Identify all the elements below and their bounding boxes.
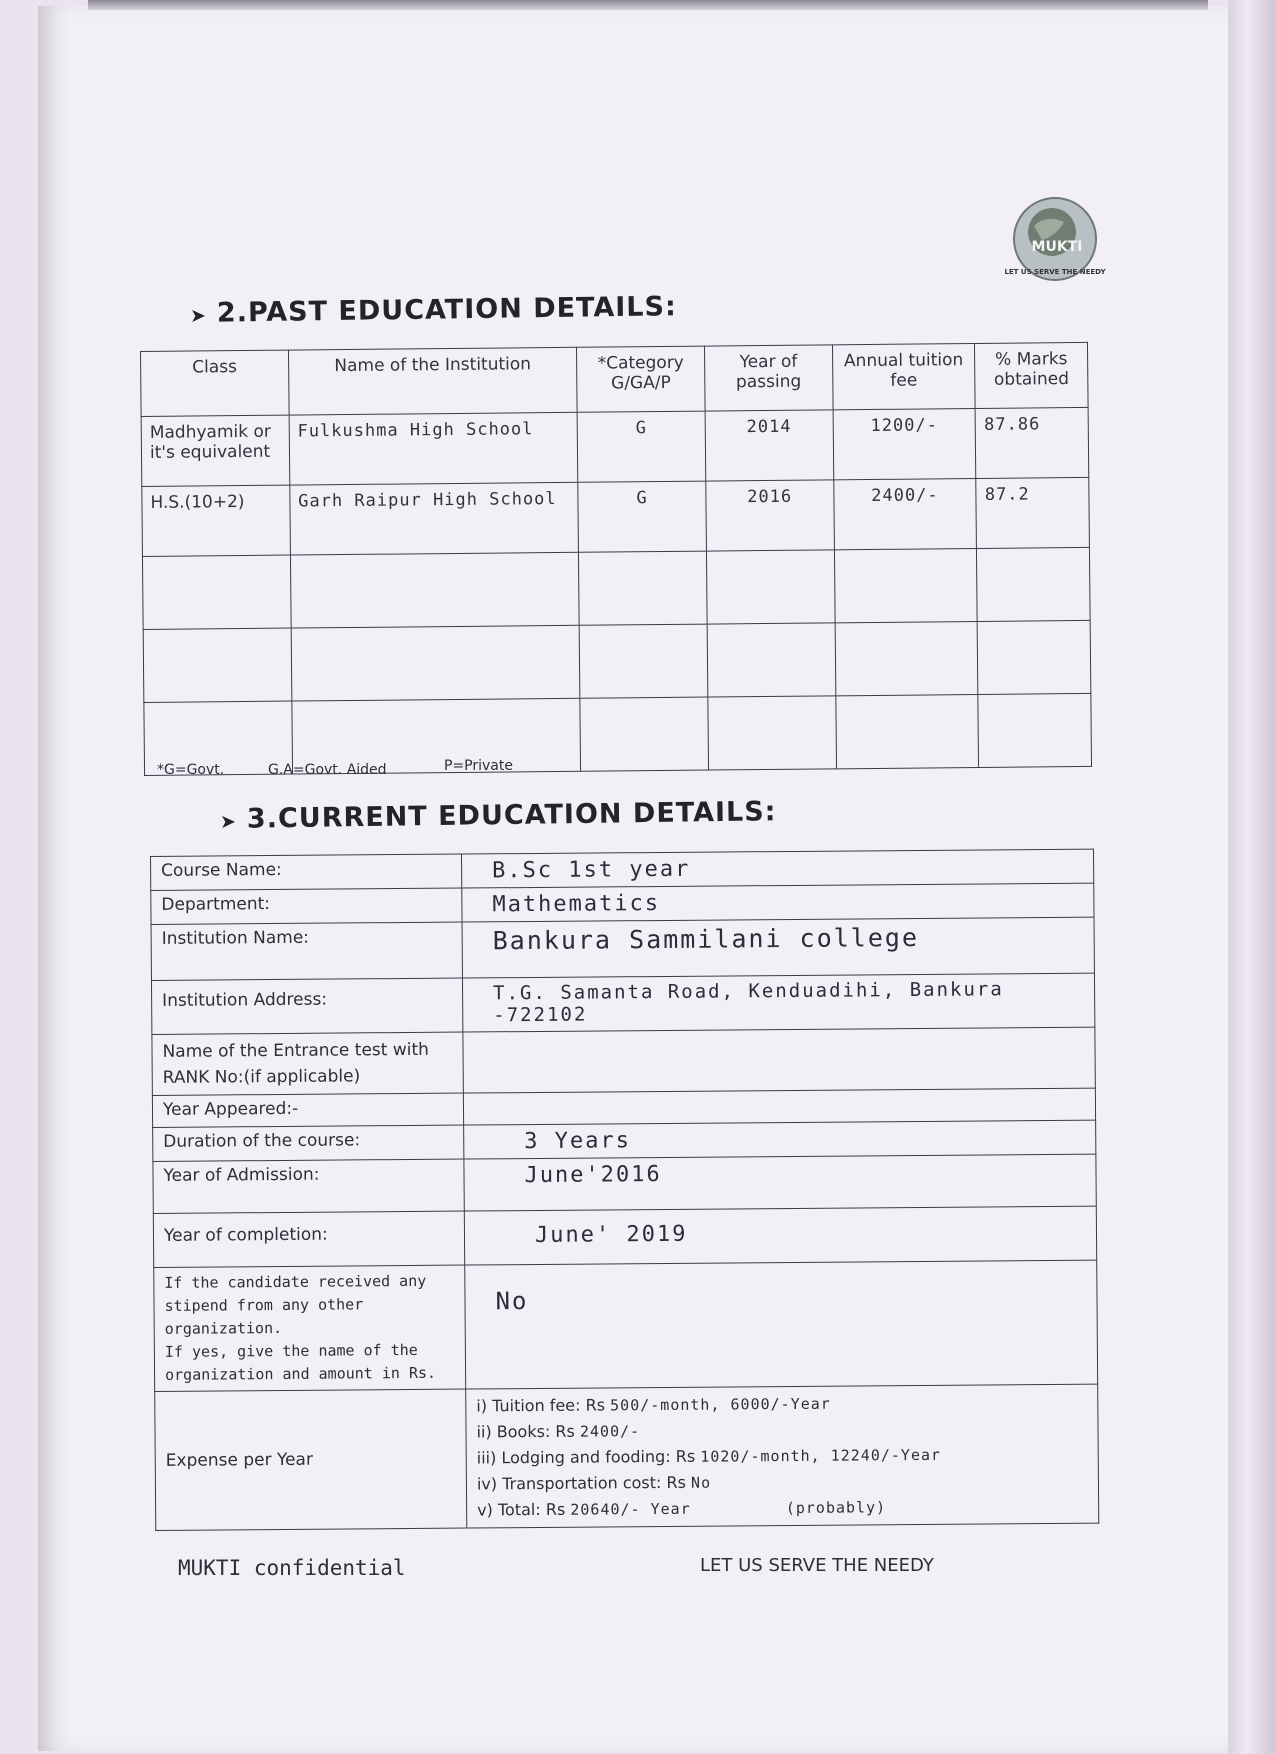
header-class: Class	[141, 350, 289, 416]
institution-name-value: Bankura Sammilani college	[462, 917, 1094, 978]
row-marks: 87.2	[976, 477, 1089, 548]
row-fee: 1200/-	[833, 408, 976, 479]
header-institution: Name of the Institution	[288, 347, 577, 415]
row-class: H.S.(10+2)	[142, 485, 290, 556]
expense-transport: iv) Transportation cost: Rs No	[476, 1472, 712, 1494]
table-header-row	[141, 342, 1089, 416]
row-institution: Fulkushma High School	[289, 412, 578, 485]
row-class: Madhyamik or it's equivalent	[141, 415, 289, 486]
institution-address-label: Institution Address:	[151, 978, 462, 1034]
page-top-edge	[88, 0, 1208, 10]
footer-slogan: LET US SERVE THE NEEDY	[700, 1555, 934, 1576]
table-row	[155, 1384, 1099, 1530]
stipend-label: If the candidate received any stipend from any other organization. If yes, give the name of the organization and amount in Rs.	[154, 1265, 466, 1391]
stipend-value: No	[465, 1260, 1098, 1389]
header-fee: Annual tuition fee	[832, 343, 975, 409]
header-year: Year of passing	[704, 345, 832, 411]
current-education-table	[150, 849, 1099, 1531]
table-row	[154, 1260, 1098, 1391]
table-row	[141, 407, 1089, 486]
duration-label: Duration of the course:	[153, 1125, 464, 1161]
completion-label: Year of completion:	[153, 1211, 464, 1267]
admission-label: Year of Admission:	[153, 1159, 464, 1213]
admission-value: June'2016	[464, 1154, 1096, 1211]
department-value: Mathematics	[462, 883, 1094, 922]
row-category: G	[577, 411, 705, 482]
entrance-test-value	[463, 1027, 1095, 1093]
legend-private: P=Private	[444, 758, 513, 774]
row-fee: 2400/-	[833, 478, 976, 549]
table-row	[151, 917, 1094, 980]
row-year: 2016	[706, 480, 834, 551]
completion-value: June' 2019	[464, 1206, 1096, 1265]
svg-text:LET US SERVE THE NEEDY: LET US SERVE THE NEEDY	[1004, 268, 1106, 276]
current-education-heading: ➤ 3.CURRENT EDUCATION DETAILS:	[219, 796, 777, 835]
expense-values	[466, 1384, 1099, 1528]
legend-govt: *G=Govt.	[157, 762, 225, 778]
header-marks: % Marks obtained	[975, 342, 1088, 408]
footer-confidential: MUKTI confidential	[178, 1556, 406, 1580]
table-row	[152, 1027, 1095, 1095]
empty-row	[142, 547, 1090, 629]
row-year: 2014	[705, 410, 833, 481]
row-marks: 87.86	[975, 407, 1088, 478]
past-education-heading: ➤ 2.PAST EDUCATION DETAILS:	[189, 291, 677, 329]
institution-address-value: T.G. Samanta Road, Kenduadihi, Bankura -722102	[462, 973, 1094, 1032]
table-row	[153, 1154, 1096, 1213]
expense-books: ii) Books: Rs 2400/-	[476, 1421, 641, 1442]
course-value: B.Sc 1st year	[461, 849, 1093, 888]
expense-lodging: iii) Lodging and fooding: Rs 1020/-month, 12240/-Year	[476, 1445, 942, 1468]
header-category: *Category G/GA/P	[577, 346, 705, 412]
svg-text:MUKTI: MUKTI	[1031, 239, 1083, 255]
table-row	[142, 477, 1090, 556]
past-education-table	[140, 342, 1092, 776]
expense-label: Expense per Year	[155, 1389, 467, 1530]
table-row	[153, 1206, 1096, 1267]
duration-value: 3 Years	[464, 1120, 1096, 1159]
year-appeared-value	[463, 1088, 1095, 1125]
department-label: Department:	[151, 888, 462, 924]
expense-total: v) Total: Rs 20640/- Year (probably)	[477, 1498, 887, 1520]
row-category: G	[578, 481, 706, 552]
entrance-test-label: Name of the Entrance test with RANK No:(if applicable)	[152, 1032, 463, 1095]
institution-name-label: Institution Name:	[151, 922, 462, 980]
page-edge	[1228, 0, 1275, 1754]
mukti-logo	[1004, 196, 1106, 282]
year-appeared-label: Year Appeared:-	[152, 1093, 463, 1127]
expense-tuition: i) Tuition fee: Rs 500/-month, 6000/-Year	[476, 1394, 831, 1416]
empty-row	[143, 620, 1091, 702]
table-row	[151, 973, 1094, 1034]
row-institution: Garh Raipur High School	[290, 482, 579, 555]
course-label: Course Name:	[151, 854, 462, 890]
legend-govt-aided: G.A=Govt. Aided	[268, 762, 387, 778]
